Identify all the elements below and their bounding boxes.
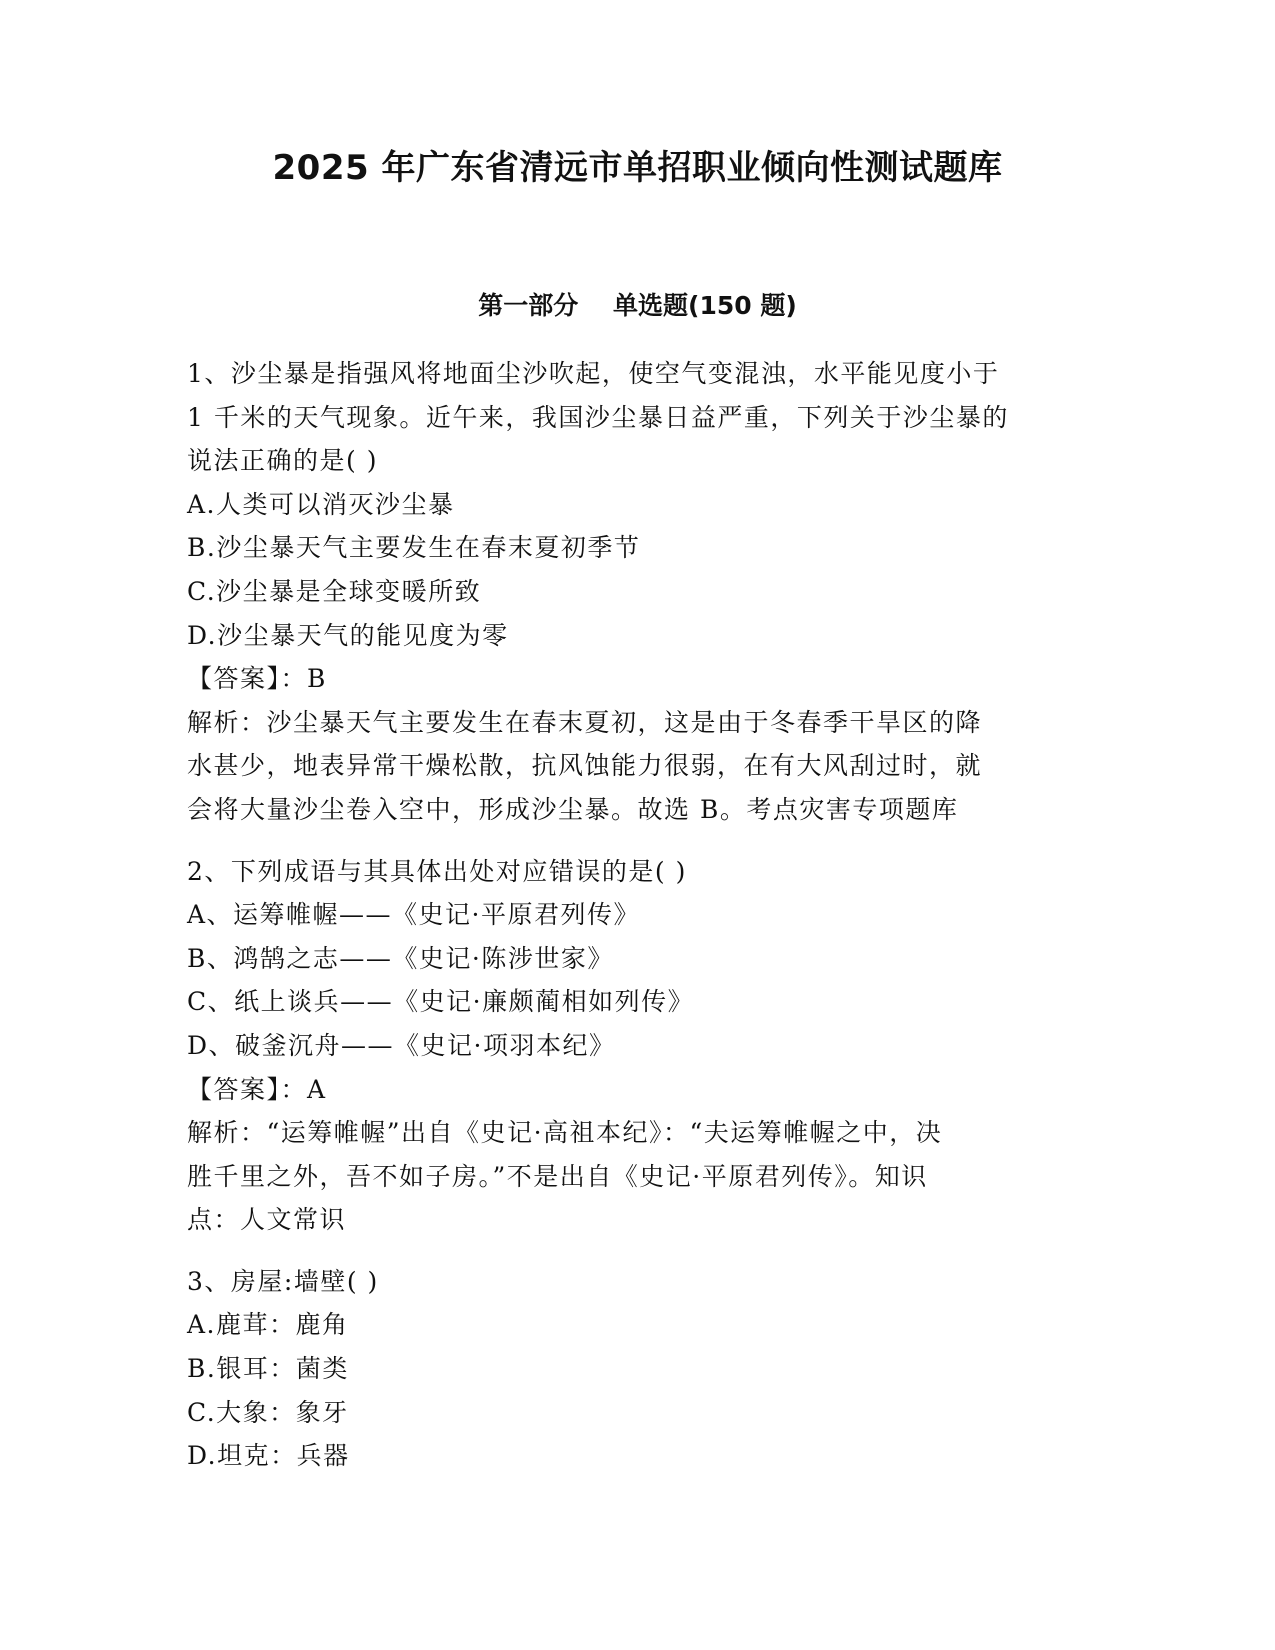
answer-line — [187, 657, 1087, 701]
answer-value: A — [307, 1074, 327, 1104]
option-b: B.银耳：菌类 — [187, 1354, 349, 1384]
question-3 — [187, 1260, 1087, 1478]
option-a: A、运筹帷幄——《史记·平原君列传》 — [187, 900, 641, 930]
document-title: 2025 年广东省清远市单招职业倾向性测试题库 — [272, 148, 1003, 188]
question-stem-line: 1 千米的天气现象。近午来，我国沙尘暴日益严重，下列关于沙尘暴的 — [187, 402, 1009, 432]
option-c: C.沙尘暴是全球变暖所致 — [187, 576, 482, 606]
option-b: B.沙尘暴天气主要发生在春末夏初季节 — [187, 533, 641, 563]
option-c: C.大象：象牙 — [187, 1397, 349, 1427]
option-c: C、纸上谈兵——《史记·廉颇蔺相如列传》 — [187, 987, 695, 1017]
option-b: B、鸿鹄之志——《史记·陈涉世家》 — [187, 943, 614, 973]
answer-line — [187, 1068, 1087, 1112]
analysis-line: 点：人文常识 — [187, 1205, 347, 1235]
option-d: D.坦克：兵器 — [187, 1441, 350, 1471]
answer-label: 【答案】： — [187, 1074, 308, 1104]
question-stem-line: 1、沙尘暴是指强风将地面尘沙吹起，使空气变混浊，水平能见度小于 — [187, 359, 1000, 388]
option-a: A.鹿茸：鹿角 — [187, 1310, 349, 1340]
question-stem-line: 2、下列成语与其具体出处对应错误的是( ) — [187, 856, 687, 886]
question-1 — [187, 352, 1087, 832]
analysis-line: 解析：沙尘暴天气主要发生在春末夏初，这是由于冬春季干旱区的降 — [187, 707, 983, 737]
question-2 — [187, 850, 1087, 1242]
section-title: 第一部分 单选题(150 题) — [478, 291, 797, 320]
question-stem-line: 3、房屋:墙壁( ) — [187, 1266, 379, 1296]
analysis-line: 会将大量沙尘卷入空中，形成沙尘暴。故选 B。考点灾害专项题库 — [187, 794, 959, 824]
answer-value: B — [307, 664, 327, 694]
option-a: A.人类可以消灭沙尘暴 — [187, 489, 455, 519]
analysis-line: 胜千里之外，吾不如子房。”不是出自《史记·平原君列传》。知识 — [187, 1161, 928, 1191]
option-d: D、破釜沉舟——《史记·项羽本纪》 — [187, 1030, 616, 1060]
answer-label: 【答案】： — [187, 664, 308, 694]
question-stem-line: 说法正确的是( ) — [187, 446, 378, 476]
option-d: D.沙尘暴天气的能见度为零 — [187, 620, 509, 650]
document-body — [187, 352, 1087, 1496]
analysis-line: 水甚少，地表异常干燥松散，抗风蚀能力很弱，在有大风刮过时，就 — [187, 751, 983, 781]
analysis-line: 解析：“运筹帷幄”出自《史记·高祖本纪》：“夫运筹帷幄之中，决 — [187, 1118, 943, 1148]
